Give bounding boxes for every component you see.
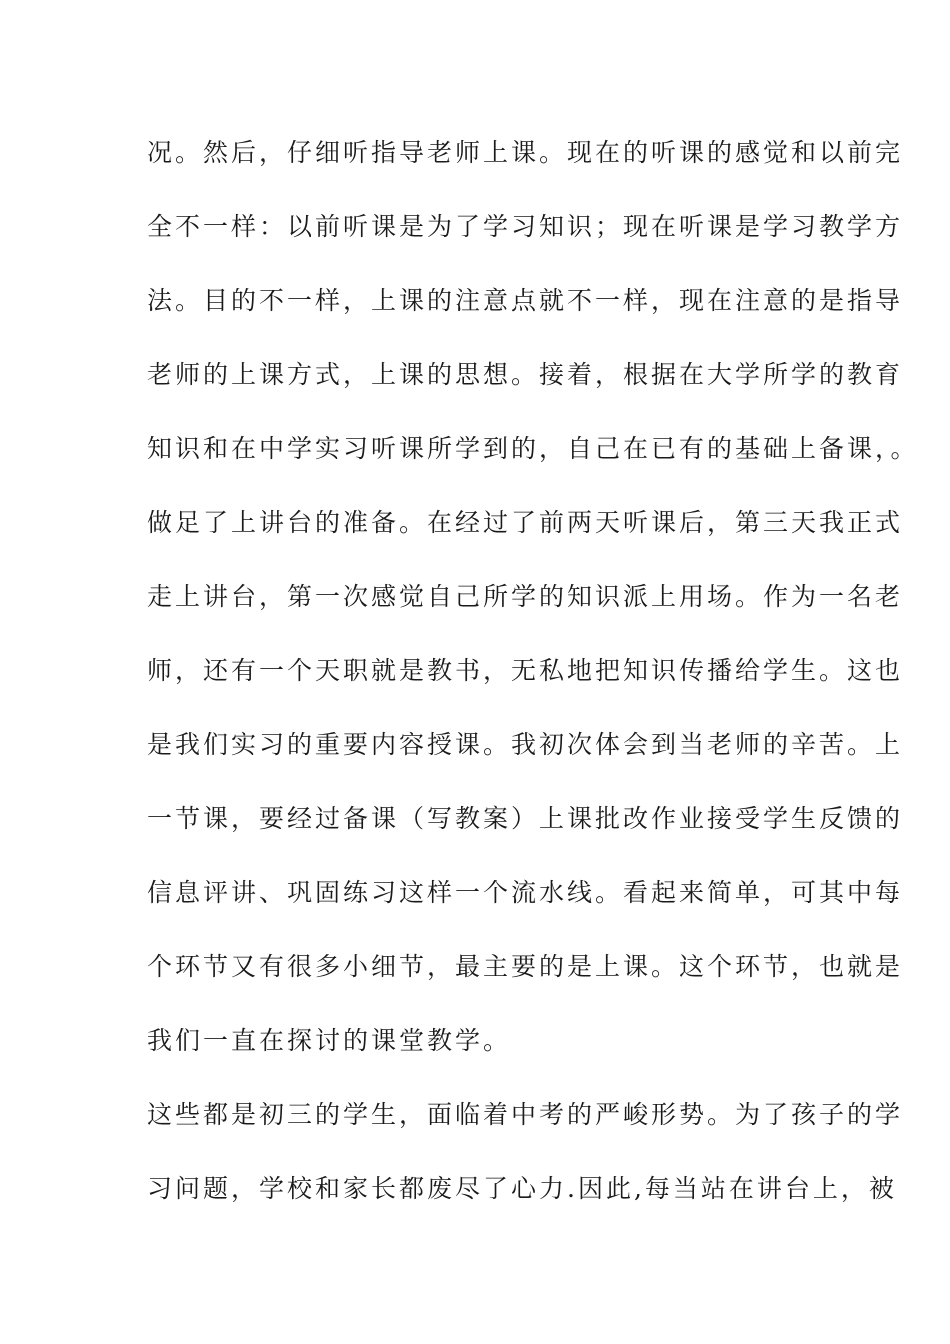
text-line: 信息评讲、巩固练习这样一个流水线。看起来简单，可其中每 xyxy=(147,878,904,907)
text-line: 师，还有一个天职就是教书，无私地把知识传播给学生。这也 xyxy=(147,656,904,685)
text-line: 个环节又有很多小细节，最主要的是上课。这个环节，也就是 xyxy=(147,952,904,981)
text-line: 做足了上讲台的准备。在经过了前两天听课后，第三天我正式 xyxy=(147,508,904,537)
text-line: 走上讲台，第一次感觉自己所学的知识派上用场。作为一名老 xyxy=(147,582,904,611)
text-line: 知识和在中学实习听课所学到的，自己在已有的基础上备课，。 xyxy=(147,434,919,463)
body-text xyxy=(147,133,919,1243)
text-line: 况。然后，仔细听指导老师上课。现在的听课的感觉和以前完 xyxy=(147,138,904,167)
text-line: 我们一直在探讨的课堂教学。 xyxy=(147,1026,512,1055)
text-line: 习问题，学校和家长都废尽了心力.因此,每当站在讲台上，被 xyxy=(147,1174,897,1203)
text-line: 老师的上课方式，上课的思想。接着，根据在大学所学的教育 xyxy=(147,360,904,389)
text-line: 一节课，要经过备课（写教案）上课批改作业接受学生反馈的 xyxy=(147,804,904,833)
text-line: 法。目的不一样，上课的注意点就不一样，现在注意的是指导 xyxy=(147,286,904,315)
text-line: 是我们实习的重要内容授课。我初次体会到当老师的辛苦。上 xyxy=(147,730,904,759)
text-line: 全不一样：以前听课是为了学习知识；现在听课是学习教学方 xyxy=(147,212,904,241)
text-line: 这些都是初三的学生，面临着中考的严峻形势。为了孩子的学 xyxy=(147,1100,904,1129)
